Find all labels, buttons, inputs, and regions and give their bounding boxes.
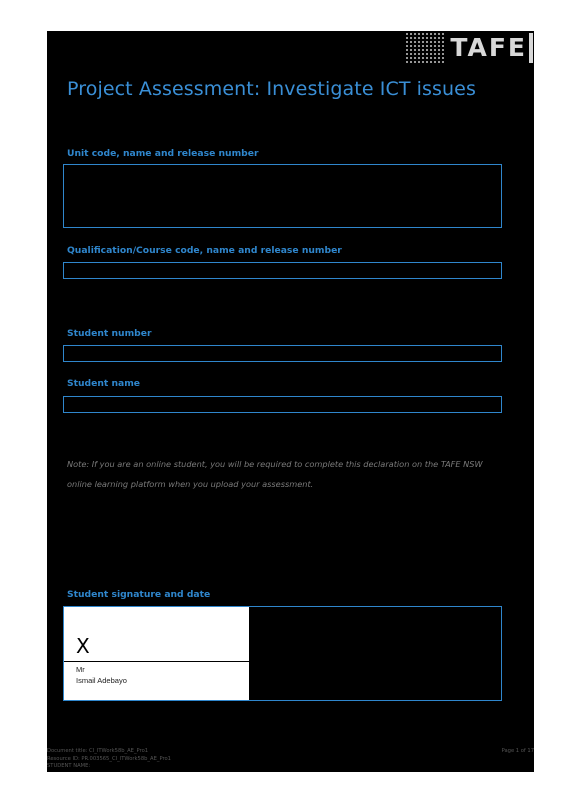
document-page bbox=[47, 31, 534, 772]
tafe-logo-icon bbox=[406, 33, 446, 63]
declaration-note: Note: If you are an online student, you will be required to complete this declaration on the TAFE NSW online learning platform when you upload your assessment. bbox=[67, 459, 483, 489]
student-name-field[interactable] bbox=[63, 396, 502, 413]
student-number-field[interactable] bbox=[63, 345, 502, 362]
student-number-label: Student number bbox=[67, 328, 152, 339]
student-name-label: Student name bbox=[67, 378, 141, 389]
signature-line bbox=[64, 661, 249, 662]
signature-label: Student signature and date bbox=[67, 589, 211, 600]
qualification-field[interactable] bbox=[63, 262, 502, 279]
signature-panel bbox=[64, 607, 249, 700]
tafe-logo-text: TAFE bbox=[450, 33, 533, 63]
footer-resource-id: Resource ID: PR.003565_CI_ITWork58b_AE_Pro1 bbox=[47, 755, 171, 762]
qualification-label: Qualification/Course code, name and release number bbox=[67, 245, 342, 256]
unit-label: Unit code, name and release number bbox=[67, 148, 259, 159]
unit-field[interactable] bbox=[63, 164, 502, 228]
page-title: Project Assessment: Investigate ICT issues bbox=[67, 78, 476, 100]
signer-name: Ismail Adebayo bbox=[76, 676, 127, 685]
signature-x-mark: X bbox=[76, 634, 90, 658]
footer-document-title: Document title: CI_ITWork58b_AE_Pro1 bbox=[47, 748, 149, 754]
signer-title: Mr bbox=[76, 665, 85, 674]
signature-field[interactable] bbox=[63, 606, 502, 701]
tafe-logo bbox=[388, 32, 533, 63]
footer-student-name: STUDENT NAME: bbox=[47, 763, 91, 769]
footer-document-info bbox=[47, 748, 171, 771]
footer-page-number: Page 1 of 17 bbox=[501, 748, 534, 754]
